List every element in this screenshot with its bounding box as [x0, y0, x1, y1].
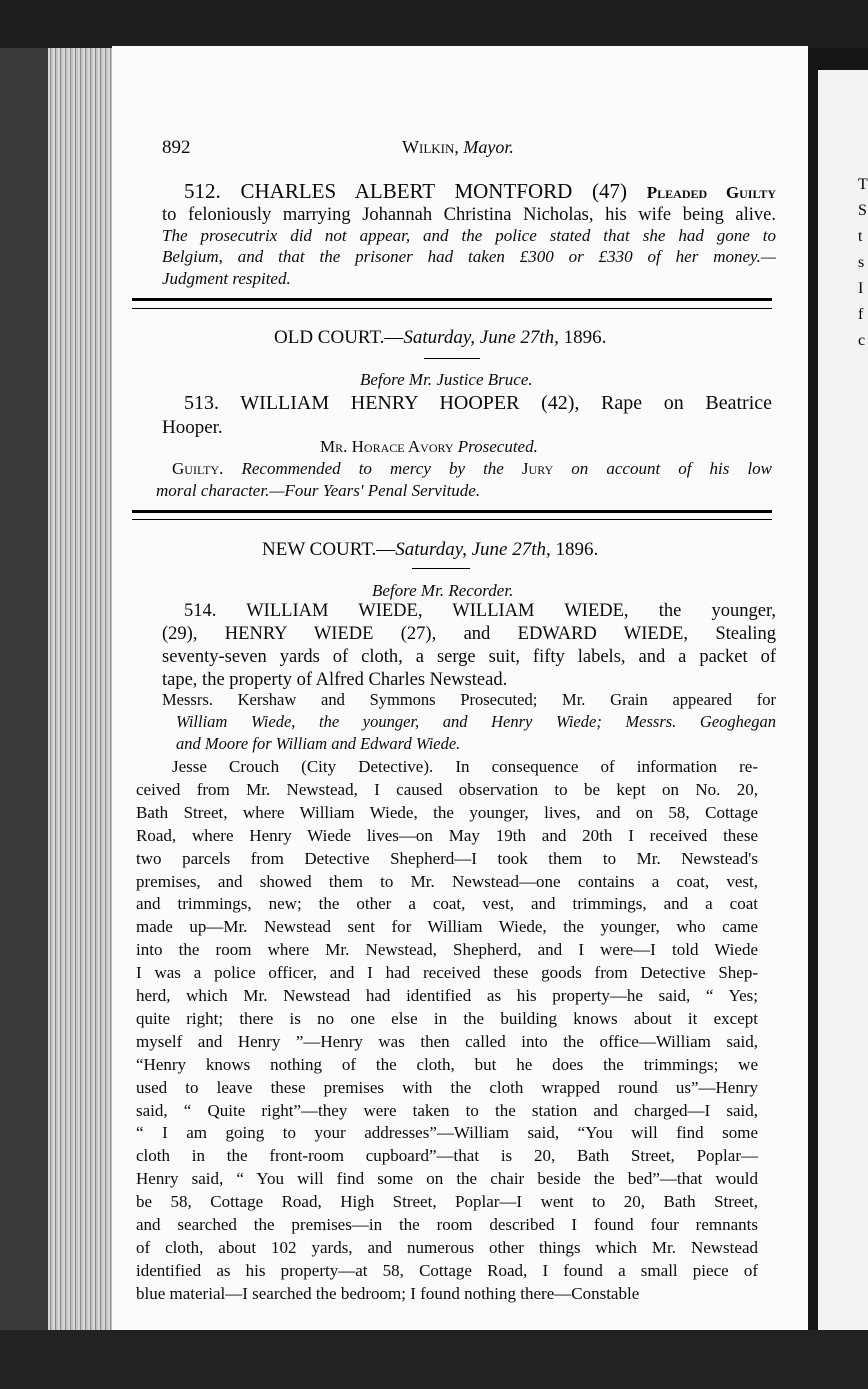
- old-court-title: OLD COURT.—: [274, 327, 404, 348]
- case-514-line: tape, the property of Alfred Charles Newstead.: [162, 670, 508, 690]
- case-512-defendant: CHARLES ALBERT MONTFORD (47): [240, 179, 628, 203]
- margin-letter: t: [858, 228, 863, 245]
- case-514-counsel-line: William Wiede, the younger, and Henry Wiede; Messrs. Geoghegan: [176, 712, 776, 731]
- testimony-line: herd, which Mr. Newstead had identified as his property—he said, “ Yes;: [136, 986, 758, 1005]
- testimony-line: of cloth, about 102 yards, and numerous other things which Mr. Newstead: [136, 1237, 758, 1257]
- book-page-edges: [48, 48, 118, 1338]
- old-court-heading: [274, 328, 606, 347]
- testimony-line: into the room where Mr. Newstead, Shepherd, and I were—I told Wiede: [136, 940, 758, 960]
- case-514-counsel-line: Messrs. Kershaw and Symmons Prosecuted; Mr. Grain appeared for: [162, 690, 776, 709]
- testimony-line: “Henry knows nothing of the cloth, but he does the trimmings; we: [136, 1054, 758, 1074]
- testimony-line: two parcels from Detective Shepherd—I took them to Mr. Newstead's: [136, 848, 758, 868]
- testimony-line: ceived from Mr. Newstead, I caused observation to be kept on No. 20,: [136, 779, 758, 799]
- testimony-line: quite right; there is no one else in the building knows about it except: [136, 1008, 758, 1028]
- testimony-line: Jesse Crouch (City Detective). In consequence of information re-: [172, 757, 758, 776]
- case-513-number: 513.: [184, 392, 219, 414]
- testimony-line: and trimmings, new; the other a coat, vest, and trimmings, and a coat: [136, 894, 758, 914]
- testimony-line: “ I am going to your addresses”—William said, “You will find some: [136, 1123, 758, 1143]
- margin-letter: T: [858, 176, 868, 193]
- case-512-heading: [184, 181, 776, 202]
- section-rule-thick: [132, 298, 772, 301]
- running-head: [402, 138, 514, 156]
- testimony-line: blue material—I searched the bedroom; I found nothing there—Constable: [136, 1283, 640, 1303]
- new-court-title: NEW COURT.—: [262, 539, 396, 560]
- section-rule-thin: [132, 308, 772, 309]
- margin-letter: f: [858, 306, 864, 323]
- book-page: [112, 46, 808, 1330]
- testimony-line: and searched the premises—in the room described I found four remnants: [136, 1215, 758, 1234]
- testimony-line: Henry said, “ You will find some on the chair beside the bed”—that would: [136, 1169, 758, 1189]
- case-513-verdict-text-1: Recommended to mercy by the: [241, 459, 504, 478]
- testimony-line: Bath Street, where William Wiede, the younger, lives, and on 58, Cottage: [136, 802, 758, 822]
- case-512-line-3: The prosecutrix did not appear, and the police stated that she had gone to: [162, 226, 776, 245]
- short-divider-2: [412, 568, 470, 569]
- case-512-number: 512.: [184, 179, 221, 203]
- case-513-charge-cont: Hooper.: [162, 417, 223, 438]
- new-court-heading: [262, 540, 598, 559]
- old-court-year: 1896.: [563, 327, 607, 348]
- case-512-line-4: Belgium, and that the prisoner had taken £300 or £330 of her money.—: [162, 247, 776, 266]
- scan-background-left: [0, 48, 48, 1389]
- scan-background-bottom: [0, 1330, 868, 1389]
- case-513-sentence: moral character.—Four Years' Penal Servitude.: [156, 481, 481, 500]
- page-number: 892: [162, 137, 191, 158]
- case-513-defendant: WILLIAM HENRY HOOPER (42),: [240, 392, 580, 414]
- case-514-counsel-line: and Moore for William and Edward Wiede.: [176, 734, 461, 753]
- running-head-name: Wilkin,: [402, 137, 459, 157]
- case-513-verdict-text-2: on account of his low: [571, 459, 773, 478]
- case-513-verdict-word: Guilty.: [172, 459, 224, 478]
- testimony-line: identified as his property—at 58, Cottage Road, I found a small piece of: [136, 1260, 758, 1280]
- case-512-plea: Pleaded Guilty: [646, 183, 777, 202]
- margin-letter: I: [858, 280, 864, 297]
- testimony-line: cloth in the front-room cupboard”—that is 20, Bath Street, Poplar—: [136, 1146, 758, 1166]
- scan-background-top: [0, 0, 868, 48]
- case-513-charge: Rape on Beatrice: [601, 392, 773, 414]
- short-divider: [424, 358, 480, 359]
- new-court-year: 1896.: [555, 539, 599, 560]
- testimony-line: premises, and showed them to Mr. Newstead—one contains a coat, vest,: [136, 871, 758, 891]
- margin-letter: S: [858, 202, 867, 219]
- section-rule-thick-2: [132, 510, 772, 513]
- case-513-counsel: [320, 438, 538, 455]
- case-513-counsel-name: Mr. Horace Avory: [320, 437, 454, 456]
- case-513-counsel-role: Prosecuted.: [457, 437, 538, 456]
- testimony-line: made up—Mr. Newstead sent for William Wiede, the younger, who came: [136, 917, 758, 937]
- testimony-line: be 58, Cottage Road, High Street, Poplar—I went to 20, Bath Street,: [136, 1192, 758, 1212]
- testimony-line: I was a police officer, and I had received these goods from Detective Shep-: [136, 963, 758, 983]
- margin-letter: s: [858, 254, 865, 271]
- testimony-line: said, “ Quite right”—they were taken to the station and charged—I said,: [136, 1100, 758, 1120]
- case-514-line: seventy-seven yards of cloth, a serge suit, fifty labels, and a packet of: [162, 647, 776, 667]
- case-512-line-5: Judgment respited.: [162, 269, 291, 288]
- case-513-verdict-jury: Jury: [521, 459, 554, 478]
- margin-letter: c: [858, 332, 866, 349]
- case-513-verdict: [172, 460, 772, 477]
- new-court-date: Saturday, June 27th,: [395, 539, 551, 560]
- case-514-line: (29), HENRY WIEDE (27), and EDWARD WIEDE, Stealing: [162, 624, 776, 644]
- new-court-judge: Before Mr. Recorder.: [372, 581, 514, 600]
- testimony-line: used to leave these premises with the cloth wrapped round us”—Henry: [136, 1077, 758, 1097]
- case-513-heading: [184, 393, 772, 413]
- running-head-title: Mayor.: [463, 137, 514, 157]
- case-512-line-2: to feloniously marrying Johannah Christina Nicholas, his wife being alive.: [162, 205, 776, 225]
- testimony-line: myself and Henry ”—Henry was then called into the office—William said,: [136, 1031, 758, 1051]
- old-court-date: Saturday, June 27th,: [403, 327, 559, 348]
- old-court-judge: Before Mr. Justice Bruce.: [360, 370, 533, 389]
- section-rule-thin-2: [132, 519, 772, 520]
- case-514-line: 514. WILLIAM WIEDE, WILLIAM WIEDE, the younger,: [184, 601, 776, 621]
- testimony-line: Road, where Henry Wiede lives—on May 19th and 20th I received these: [136, 825, 758, 845]
